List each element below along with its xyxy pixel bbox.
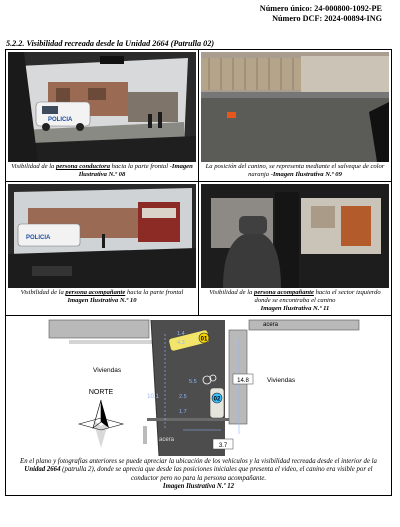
photo-passenger-front xyxy=(8,184,196,288)
measure-5-5: 5.5 xyxy=(189,379,197,385)
measure-4-3: 4.3 xyxy=(177,340,185,346)
site-plan xyxy=(9,318,388,456)
figures-table xyxy=(5,49,392,496)
label-viviendas-left: Viviendas xyxy=(93,367,122,374)
label-acera-top: acera xyxy=(263,322,279,328)
photo-passenger-left xyxy=(201,184,389,288)
label-acera-bottom: acera xyxy=(159,437,175,443)
svg-text:02: 02 xyxy=(213,396,221,403)
caption-09: La posición del canino, se representa mediante el salveque de color naranja -Imagen Ilustrativa N.º 09 xyxy=(205,163,385,178)
measure-10-1: 10.1 xyxy=(147,394,159,400)
measure-14-8: 14.8 xyxy=(237,378,249,384)
svg-text:01: 01 xyxy=(200,336,208,343)
figure-label-11: Imagen Ilustrativa N.º 11 xyxy=(260,305,330,312)
police-car-text: POLICIA xyxy=(48,117,73,123)
figure-cell-11 xyxy=(199,182,392,316)
caption-12: En el plano y fotografías anteriores se puede apreciar la ubicación de los vehículos y la visibilidad recreada desde el interior de la Unidad 2664 (patrulla 2), donde se aprecia que desde las posiciones iniciales que presenta el video, el canino era visible por el conductor pero no para la persona acompañante. Imagen Ilustrativa N.º 12 xyxy=(6,456,391,495)
figure-label-10: Imagen Ilustrativa N.º 10 xyxy=(67,297,137,304)
figure-cell-12 xyxy=(6,316,392,496)
figure-label-08: Imagen Ilustrativa N.º 08 xyxy=(78,163,193,178)
orange-backpack-marker xyxy=(227,112,236,118)
figure-cell-08 xyxy=(6,50,199,182)
measure-1-7: 1.7 xyxy=(179,409,187,415)
numero-dcf: Número DCF: 2024-00894-ING xyxy=(272,14,382,23)
document-header xyxy=(260,4,382,24)
measure-1-4: 1.4 xyxy=(177,331,185,337)
figure-label-12: Imagen Ilustrativa N.º 12 xyxy=(162,483,235,491)
measure-2-5: 2.5 xyxy=(179,394,187,400)
caption-08: Visibilidad de la persona conductora hacia la parte frontal -Imagen Ilustrativa N.º 08 xyxy=(11,163,193,178)
label-viviendas-right: Viviendas xyxy=(267,377,296,384)
caption-11: Visibilidad de la persona acompañante hacia el sector izquierdo donde se encontraba el canino Imagen Ilustrativa N.º 11 xyxy=(199,288,391,315)
police-car-text-2: POLICIA xyxy=(26,235,51,241)
photo-driver-front xyxy=(8,52,196,162)
vehicle-02 xyxy=(210,388,224,418)
figure-label-09: Imagen Ilustrativa N.º 09 xyxy=(272,171,342,178)
figure-cell-10 xyxy=(6,182,199,316)
numero-unico: Número único: 24-000800-1092-PE xyxy=(259,4,382,13)
svg-text:NORTE: NORTE xyxy=(88,389,114,396)
photo-dog-position xyxy=(201,52,389,162)
section-title: 5.2.2. Visibilidad recreada desde la Unidad 2664 (Patrulla 02) xyxy=(6,39,215,48)
measure-3-7: 3.7 xyxy=(218,443,228,449)
caption-10: Visibilidad de la persona acompañante hacia la parte frontal Imagen Ilustrativa N.º 10 xyxy=(6,288,198,307)
figure-cell-09 xyxy=(199,50,392,182)
